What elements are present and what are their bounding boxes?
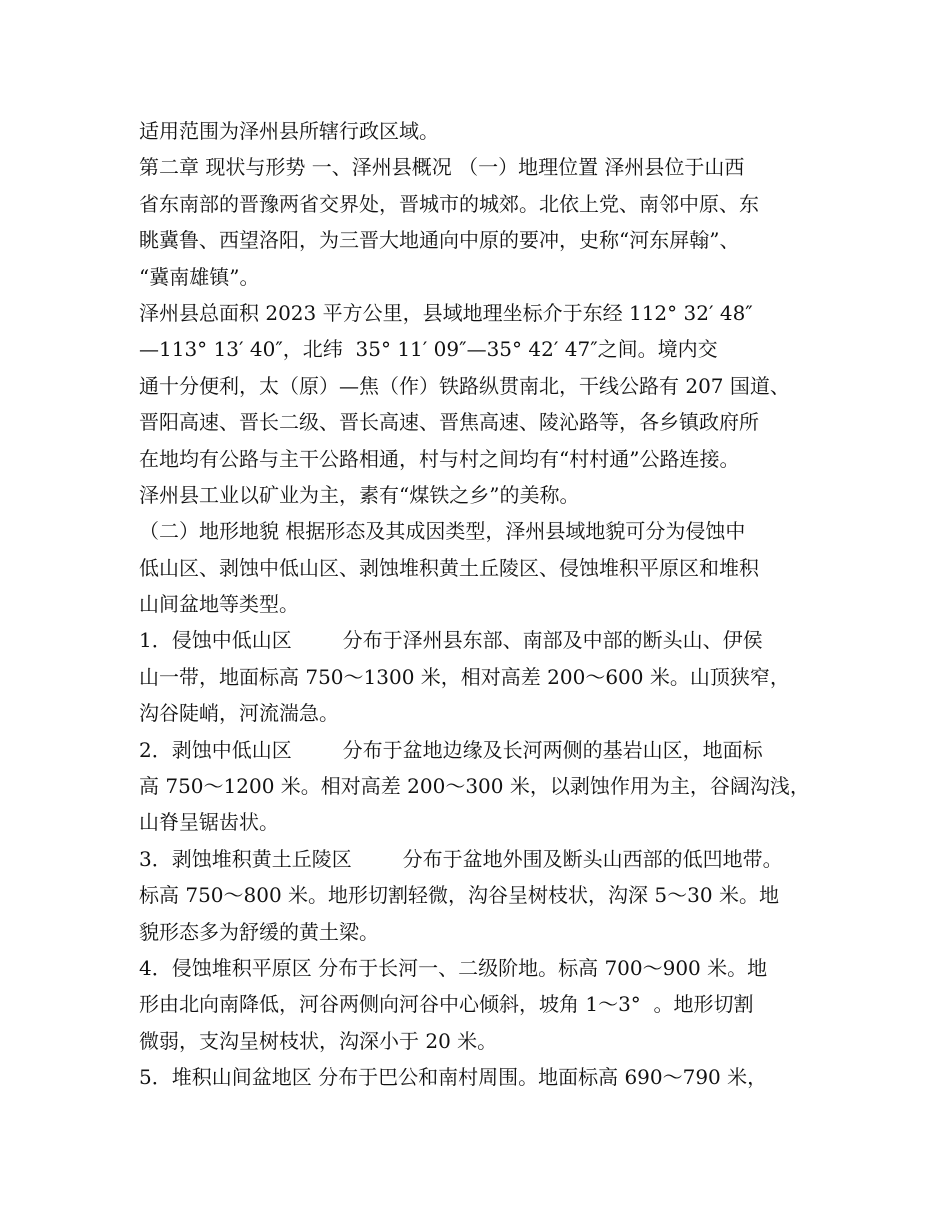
text-line: 晋阳高速、晋长二级、晋长高速、晋焦高速、陵沁路等，各乡镇政府所: [139, 410, 759, 435]
text-line: 在地均有公路与主干公路相通，村与村之间均有“村村通”公路连接。: [139, 446, 740, 471]
text-line: 2．剥蚀中低山区 分布于盆地边缘及长河两侧的基岩山区，地面标: [139, 737, 763, 762]
text-line: 高 750～1200 米。相对高差 200～300 米，以剥蚀作用为主，谷阔沟浅，: [139, 774, 810, 799]
text-line: 低山区、剥蚀中低山区、剥蚀堆积黄土丘陵区、侵蚀堆积平原区和堆积: [139, 555, 759, 580]
text-line: 第二章 现状与形势 一、泽州县概况 （一）地理位置 泽州县位于山西: [139, 155, 745, 180]
text-line: 沟谷陡峭，河流湍急。: [139, 701, 339, 726]
text-line: 标高 750～800 米。地形切割轻微，沟谷呈树枝状，沟深 5～30 米。地: [139, 883, 779, 908]
text-line: 3．剥蚀堆积黄土丘陵区 分布于盆地外围及断头山西部的低凹地带。: [139, 846, 783, 871]
text-line: 山间盆地等类型。: [139, 592, 299, 617]
text-line: 微弱，支沟呈树枝状，沟深小于 20 米。: [139, 1028, 498, 1053]
text-line: 4．侵蚀堆积平原区 分布于长河一、二级阶地。标高 700～900 米。地: [139, 955, 768, 980]
text-line: —113° 13′ 40″，北纬 35° 11′ 09″—35° 42′ 47″之间。境内交: [139, 337, 718, 362]
text-line: 适用范围为泽州县所辖行政区域。: [139, 119, 439, 143]
text-line: 泽州县总面积 2023 平方公里，县域地理坐标介于东经 112° 32′ 48″: [139, 300, 753, 325]
text-line: 省东南部的晋豫两省交界处，晋城市的城郊。北依上党、南邻中原、东: [139, 191, 759, 216]
text-line: 形由北向南降低，河谷两侧向河谷中心倾斜，坡角 1～3° 。地形切割: [139, 992, 754, 1017]
text-line: 5．堆积山间盆地区 分布于巴公和南村周围。地面标高 690～790 米，: [139, 1065, 768, 1090]
text-line: 眺冀鲁、西望洛阳，为三晋大地通向中原的要冲，史称“河东屏翰”、: [139, 228, 740, 253]
body-text: [139, 113, 829, 1096]
text-line: 1．侵蚀中低山区 分布于泽州县东部、南部及中部的断头山、伊侯: [139, 628, 763, 653]
text-line: 泽州县工业以矿业为主，素有“煤铁之乡”的美称。: [139, 482, 580, 507]
text-line: 山脊呈锯齿状。: [139, 810, 279, 835]
text-line: “冀南雄镇”。: [139, 264, 260, 289]
text-line: 貌形态多为舒缓的黄土梁。: [139, 919, 379, 944]
text-line: 通十分便利，太（原）—焦（作）铁路纵贯南北，干线公路有 207 国道、: [139, 373, 790, 398]
text-line: （二）地形地貌 根据形态及其成因类型，泽州县域地貌可分为侵蚀中: [139, 519, 746, 544]
text-line: 山一带，地面标高 750～1300 米，相对高差 200～600 米。山顶狭窄，: [139, 664, 790, 689]
